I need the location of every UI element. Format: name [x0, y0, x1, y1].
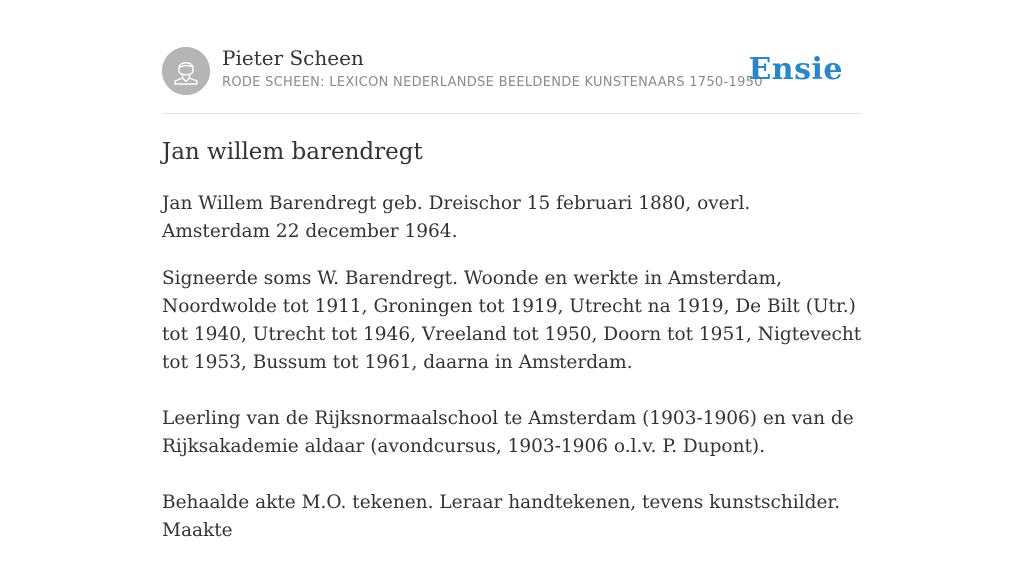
header-divider: [162, 113, 862, 114]
user-avatar-icon[interactable]: [162, 47, 210, 95]
article-title: Jan willem barendregt: [162, 139, 423, 165]
article-paragraph: Leerling van de Rijksnormaalschool te Amsterdam (1903-1906) en van de Rijksakademie aldaar (avondcursus, 1903-1906 o.l.v. P. Dupont).: [162, 408, 854, 457]
author-name[interactable]: Pieter Scheen: [222, 46, 364, 70]
article-header: [162, 46, 862, 96]
source-label[interactable]: RODE SCHEEN: LEXICON NEDERLANDSE BEELDENDE KUNSTENAARS 1750-1950: [222, 75, 763, 90]
ensie-logo[interactable]: Ensie: [748, 52, 843, 87]
article-paragraph: Signeerde soms W. Barendregt. Woonde en werkte in Amsterdam, Noordwolde tot 1911, Groningen tot 1919, Utrecht na 1919, De Bilt (Utr.) tot 1940, Utrecht tot 1946, Vreeland tot 1950, Doorn tot 1951, Nigtevecht tot 1953, Bussum tot 1961, daarna in Amsterdam.: [162, 268, 862, 373]
article-paragraph: Jan Willem Barendregt geb. Dreischor 15 februari 1880, overl. Amsterdam 22 december 1964.: [162, 193, 751, 242]
article-paragraph: Behaalde akte M.O. tekenen. Leraar handtekenen, tevens kunstschilder. Maakte: [162, 492, 841, 541]
article-body: [162, 190, 862, 564]
